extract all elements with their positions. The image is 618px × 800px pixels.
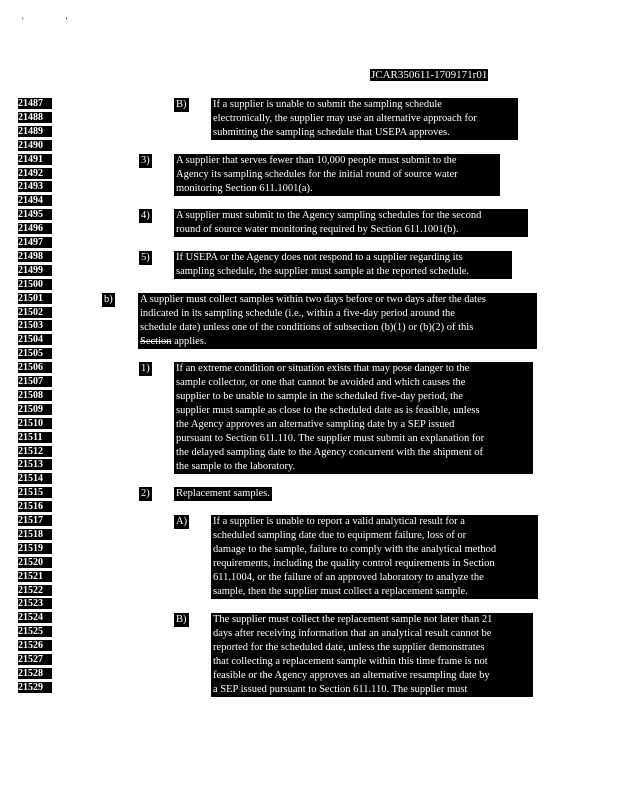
paragraph-1-extreme-condition [174,362,533,474]
text-line: submitting the sampling schedule that USEPA approves. [213,127,450,138]
line-number: 21522 [18,585,52,596]
text-line: If an extreme condition or situation exists that may pose danger to the [176,363,470,374]
line-number: 21521 [18,571,52,582]
text-line: feasible or the Agency approves an alternative resampling date by [213,670,490,681]
text-line: round of source water monitoring required by Section 611.1001(b). [176,224,459,235]
text-line: A supplier must collect samples within two days before or two days after the dates [140,294,486,305]
item-label-B: B) [176,99,187,110]
text-fragment: applies. [171,336,207,347]
line-number: 21506 [18,362,52,373]
line-number: 21509 [18,404,52,415]
line-number: 21527 [18,654,52,665]
line-number: 21503 [18,320,52,331]
text-line: monitoring Section 611.1001(a). [176,183,313,194]
line-number: 21491 [18,154,52,165]
item-label-b: b) [104,294,113,305]
text-line: that collecting a replacement sample within this time frame is not [213,656,488,667]
text-line: indicated in its sampling schedule (i.e., within a five-day period around the [140,308,455,319]
paragraph-5-no-response [174,251,512,279]
text-line: days after receiving information that an analytical result cannot be [213,628,492,639]
text-line: The supplier must collect the replacement sample not later than 21 [213,614,493,625]
item-label-4: 4) [141,210,150,221]
line-number: 21502 [18,307,52,318]
paragraph-b-collect-samples [138,293,537,349]
item-label-2: 2) [141,488,150,499]
line-number: 21504 [18,334,52,345]
line-number: 21495 [18,209,52,220]
text-line: A supplier that serves fewer than 10,000 people must submit to the [176,155,457,166]
text-line: schedule date) unless one of the conditions of subsection (b)(1) or (b)(2) of this [140,322,474,333]
line-number: 21516 [18,501,52,512]
line-number: 21519 [18,543,52,554]
text-line: Agency its sampling schedules for the initial round of source water [176,169,458,180]
line-number: 21524 [18,612,52,623]
line-number: 21494 [18,195,52,206]
line-number: 21493 [18,181,52,192]
line-number: 21515 [18,487,52,498]
line-number: 21507 [18,376,52,387]
text-line: sampling schedule, the supplier must sample at the reported schedule. [176,266,470,277]
struck-text: Section [140,336,172,347]
line-number: 21514 [18,473,52,484]
paragraph-A-unable-to-report [211,515,538,599]
line-number: 21520 [18,557,52,568]
document-id-header: JCAR350611-1709171r01 [371,69,488,81]
line-number: 21525 [18,626,52,637]
text-line: the sample to the laboratory. [176,461,296,472]
line-number: 21500 [18,279,52,290]
text-line: the delayed sampling date to the Agency concurrent with the shipment of [176,447,484,458]
item-label-1: 1) [141,363,150,374]
paragraph-3-fewer-than-10000 [174,154,500,196]
line-number: 21513 [18,459,52,470]
text-line: If USEPA or the Agency does not respond to a supplier regarding its [176,252,463,263]
line-number: 21487 [18,98,52,109]
item-label-A: A) [176,516,188,527]
text-line: a SEP issued pursuant to Section 611.110. The supplier must [213,684,468,695]
line-number: 21511 [18,432,52,443]
line-number: 21510 [18,418,52,429]
text-line: requirements, including the quality control requirements in Section [213,558,495,569]
text-line: If a supplier is unable to report a valid analytical result for a [213,516,465,527]
line-number: 21529 [18,682,52,693]
line-number: 21499 [18,265,52,276]
item-label-3: 3) [141,155,150,166]
text-line: sample, then the supplier must collect a replacement sample. [213,586,468,597]
text-line: supplier must sample as close to the scheduled date as is feasible, unless [176,405,480,416]
line-number: 21528 [18,668,52,679]
line-number: 21505 [18,348,52,359]
line-number: 21496 [18,223,52,234]
text-line: pursuant to Section 611.110. The supplier must submit an explanation for [176,433,485,444]
paragraph-B-electronic [211,98,518,140]
item-label-5: 5) [141,252,150,263]
text-line: electronically, the supplier may use an alternative approach for [213,113,477,124]
corner-marks: ' ' [22,16,88,26]
line-number: 21492 [18,168,52,179]
paragraph-4-second-round [174,209,528,237]
text-line: sample collector, or one that cannot be avoided and which causes the [176,377,466,388]
line-number: 21488 [18,112,52,123]
line-number: 21490 [18,140,52,151]
text-line: scheduled sampling date due to equipment failure, loss of or [213,530,467,541]
text-line: the Agency approves an alternative sampling date by a SEP issued [176,419,455,430]
line-number: 21489 [18,126,52,137]
paragraph-B-replacement-timing [211,613,533,697]
text-line: damage to the sample, failure to comply with the analytical method [213,544,497,555]
line-number: 21526 [18,640,52,651]
text-line: A supplier must submit to the Agency sampling schedules for the second [176,210,482,221]
line-number: 21497 [18,237,52,248]
text-line: supplier to be unable to sample in the scheduled five-day period, the [176,391,463,402]
line-number: 21517 [18,515,52,526]
line-number: 21523 [18,598,52,609]
text-line: If a supplier is unable to submit the sampling schedule [213,99,442,110]
text-line: 611.1004, or the failure of an approved laboratory to analyze the [213,572,484,583]
line-number: 21512 [18,446,52,457]
item-label-B-second: B) [176,614,187,625]
line-number: 21518 [18,529,52,540]
text-line: reported for the scheduled date, unless the supplier demonstrates [213,642,485,653]
line-number: 21508 [18,390,52,401]
line-number: 21498 [18,251,52,262]
text-line [140,335,535,349]
heading-replacement-samples: Replacement samples. [176,488,270,499]
line-number: 21501 [18,293,52,304]
